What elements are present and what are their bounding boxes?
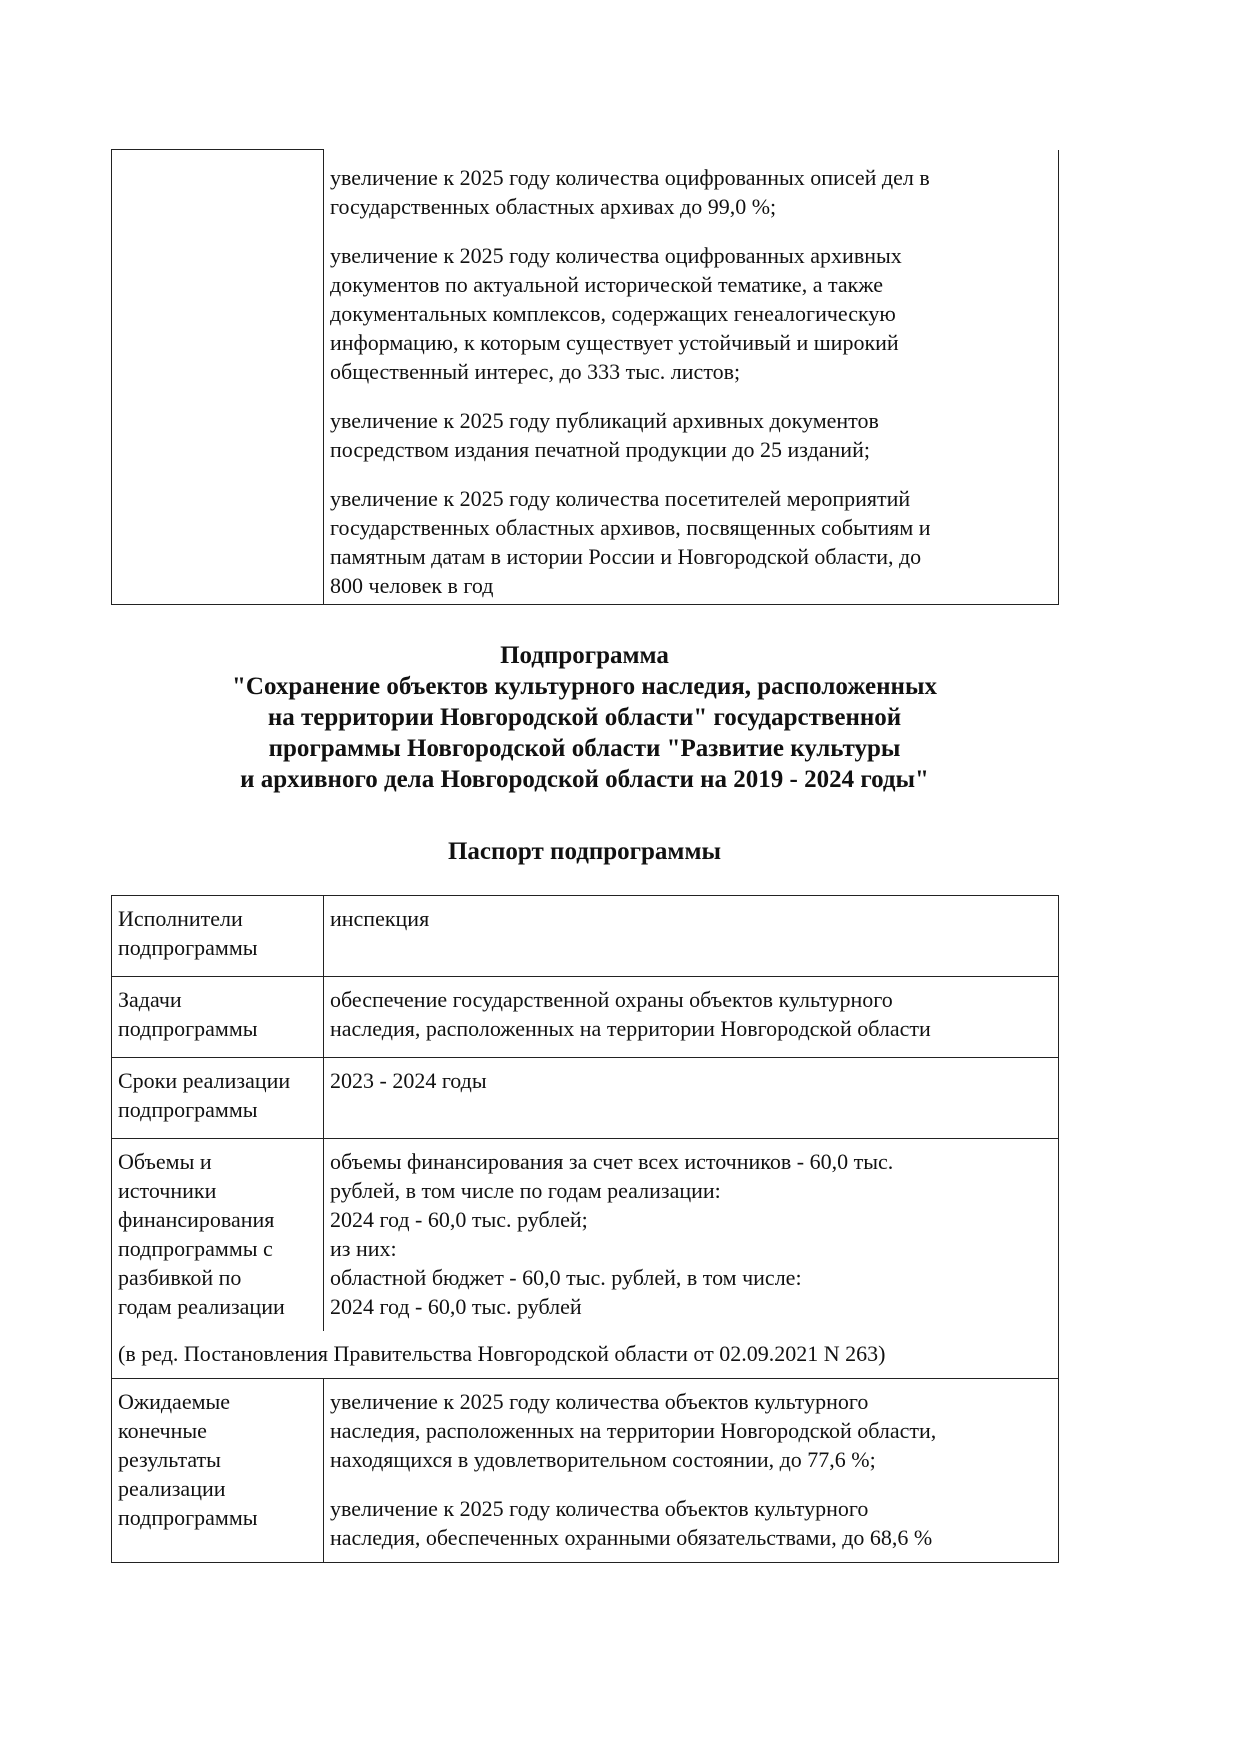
label-cell: Исполнители подпрограммы: [112, 896, 324, 977]
passport-title: Паспорт подпрограммы: [447, 838, 722, 865]
results-cell: [324, 150, 1059, 605]
passport-table: [111, 895, 1059, 1563]
label-cell: Сроки реализации подпрограммы: [112, 1058, 324, 1139]
amendment-note: (в ред. Постановления Правительства Новгородской области от 02.09.2021 N 263): [112, 1331, 1059, 1379]
result-paragraph: увеличение к 2025 году количества оцифрованных архивных документов по актуальной исторической тематике, а также документальных комплексов, содержащих генеалогическую информацию, к которым существует устойчивый и широкий общественный интерес, до 333 тыс. листов;: [330, 242, 902, 384]
table-row-funding: [112, 1139, 1059, 1332]
table-row-expected-results: [112, 1379, 1059, 1563]
table-row: [112, 150, 1059, 605]
table-row-timeline: [112, 1058, 1059, 1139]
result-paragraph: увеличение к 2025 году количества посетителей мероприятий государственных областных архивов, посвященных событиям и памятным датам в истории России и Новгородской области, до 800 человек в год: [330, 485, 931, 598]
value-cell: инспекция: [324, 896, 1059, 977]
result-paragraph: увеличение к 2025 году количества объектов культурного наследия, расположенных на территории Новгородской области, находящихся в удовлетворительном состоянии, до 77,6 %;: [330, 1389, 937, 1472]
label-cell: Ожидаемые конечные результаты реализации подпрограммы: [112, 1379, 324, 1563]
value-cell: объемы финансирования за счет всех источников - 60,0 тыс. рублей, в том числе по годам реализации: 2024 год - 60,0 тыс. рублей; из них: областной бюджет - 60,0 тыс. рублей, в том числе: 2024 год - 60,0 тыс. рублей: [324, 1139, 1059, 1332]
table-row-executors: [112, 896, 1059, 977]
value-cell: 2023 - 2024 годы: [324, 1058, 1059, 1139]
result-paragraph: увеличение к 2025 году количества оцифрованных описей дел в государственных областных архивах до 99,0 %;: [330, 164, 930, 219]
empty-label-cell: [112, 150, 324, 605]
label-cell: Задачи подпрограммы: [112, 977, 324, 1058]
subprogram-title: Подпрограмма "Сохранение объектов культурного наследия, расположенных на территории Новгородской области" государственной программы Новгородской области "Развитие культуры и архивного дела Новгородской области на 2019 - 2024 годы": [232, 642, 937, 793]
value-cell: [324, 1379, 1059, 1563]
result-paragraph: увеличение к 2025 году публикаций архивных документов посредством издания печатной продукции до 25 изданий;: [330, 407, 879, 462]
previous-passport-table-continuation: [111, 149, 1059, 605]
result-paragraph: увеличение к 2025 году количества объектов культурного наследия, обеспеченных охранными обязательствами, до 68,6 %: [330, 1496, 933, 1550]
table-row-tasks: [112, 977, 1059, 1058]
label-cell: Объемы и источники финансирования подпрограммы с разбивкой по годам реализации: [112, 1139, 324, 1332]
table-row-amendment-note: [112, 1331, 1059, 1379]
value-cell: обеспечение государственной охраны объектов культурного наследия, расположенных на территории Новгородской области: [324, 977, 1059, 1058]
